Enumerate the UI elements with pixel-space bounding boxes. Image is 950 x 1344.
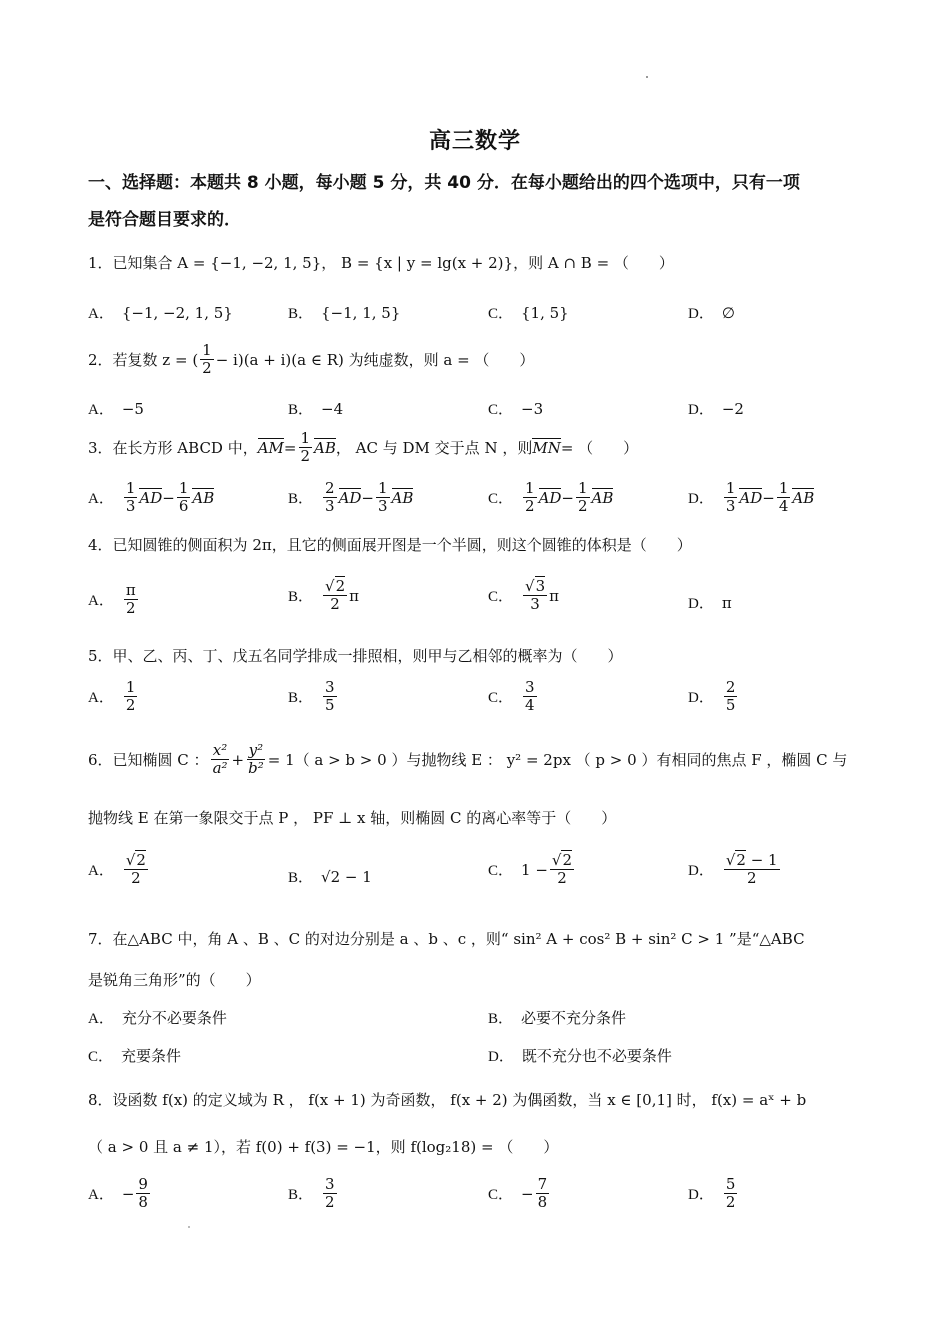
q2-option-d: D． −2 <box>688 399 744 418</box>
question-5: 5．甲、乙、丙、丁、戊五名同学排成一排照相，则甲与乙相邻的概率为（ ） <box>88 647 623 665</box>
bottom-dot <box>188 1226 190 1228</box>
section-heading-cont: 是符合题目要求的． <box>88 210 241 230</box>
q7-option-b: B． 必要不充分条件 <box>488 1009 627 1027</box>
q5-option-a: A． $\frac{1}{2}$ <box>88 678 136 714</box>
q7-option-d: D． 既不充分也不必要条件 <box>488 1047 672 1065</box>
question-7-line2: 是锐角三角形”的（ ） <box>88 971 261 989</box>
q4-option-a: A． $\frac{\pi}{2}$ <box>88 581 136 617</box>
question-2: 2．若复数 z = ( $\frac{1}{2}$ − i)(a + i)(a ∈ R) 为纯虚数，则 a = （ ） <box>88 341 535 377</box>
q2-option-b: B． −4 <box>288 399 344 418</box>
q6-option-d: D． $\frac{√2 - 1}{2}$ <box>688 851 778 887</box>
q2-option-c: C． −3 <box>488 399 544 418</box>
q8-option-c: C． − $\frac{7}{8}$ <box>488 1175 548 1211</box>
q5-option-d: D． $\frac{2}{5}$ <box>688 678 736 714</box>
page-title: 高三数学 <box>428 129 521 154</box>
q8-option-a: A． − $\frac{9}{8}$ <box>88 1175 148 1211</box>
q4-option-c: C． $\frac{√3}{3}$ π <box>488 577 559 613</box>
q2-fraction: $\frac{1}{2}$ <box>202 341 212 377</box>
question-1: 1．已知集合 A = {−1, −2, 1, 5}， B = {x | y = lg(x + 2)}，则 A ∩ B = （ ） <box>88 254 674 272</box>
q6-option-c: C． 1 − $\frac{√2}{2}$ <box>488 851 573 887</box>
q6-option-b: B． √2 − 1 <box>288 867 372 886</box>
question-8: 8．设函数 f(x) 的定义域为 R ， f(x + 1) 为奇函数， f(x + 2) 为偶函数，当 x ∈ [0,1] 时， f(x) = aˣ + b <box>88 1091 807 1109</box>
q7-option-a: A． 充分不必要条件 <box>88 1009 227 1027</box>
q1-option-a: A． {−1, −2, 1, 5} <box>88 303 233 322</box>
q3-option-c: C． $\frac{1}{2}$ AD − $\frac{1}{2}$ AB <box>488 479 614 515</box>
q5-option-c: C． $\frac{3}{4}$ <box>488 678 535 714</box>
q1-option-c: C． {1, 5} <box>488 303 569 322</box>
q4-option-b: B． $\frac{√2}{2}$ π <box>288 577 359 613</box>
top-dot <box>646 76 648 78</box>
question-4: 4．已知圆锥的侧面积为 2π，且它的侧面展开图是一个半圆，则这个圆锥的体积是（ ） <box>88 536 692 554</box>
q4-option-d: D． π <box>688 593 732 612</box>
q3-option-b: B． $\frac{2}{3}$ AD − $\frac{1}{3}$ AB <box>288 479 414 515</box>
q3-option-a: A． $\frac{1}{3}$ AD − $\frac{1}{6}$ AB <box>88 479 215 515</box>
question-6: 6．已知椭圆 C ： $\frac{\text{x²}}{\text{a²}}$ + $\frac{\text{y²}}{\text{b²}}$ = 1（ a > b > 0 ）与抛物线 E ： y² = 2px （ p > 0 ）有相同的焦点 F ，椭圆 C 与 <box>88 741 848 777</box>
q8-option-d: D． $\frac{5}{2}$ <box>688 1175 736 1211</box>
q1-option-b: B． {−1, 1, 5} <box>288 303 401 322</box>
q5-option-b: B． $\frac{3}{5}$ <box>288 678 335 714</box>
q6-option-a: A． $\frac{√2}{2}$ <box>88 851 146 887</box>
q2-option-a: A． −5 <box>88 399 144 418</box>
section-heading: 一、选择题：本题共 8 小题，每小题 5 分，共 40 分．在每小题给出的四个选项中，只有一项 <box>88 173 800 193</box>
q1-option-d: D． ∅ <box>688 303 735 322</box>
q8-option-b: B． $\frac{3}{2}$ <box>288 1175 335 1211</box>
question-6-line2: 抛物线 E 在第一象限交于点 P ， PF ⊥ x 轴，则椭圆 C 的离心率等于（ ） <box>88 809 617 827</box>
question-8-line2: （ a > 0 且 a ≠ 1），若 f(0) + f(3) = −1，则 f(log₂18) = （ ） <box>88 1138 559 1156</box>
q7-option-c: C． 充要条件 <box>88 1047 182 1065</box>
question-3: 3．在长方形 ABCD 中， AM = $\frac{1}{2}$ AB ， AC 与 DM 交于点 N ，则 MN = （ ） <box>88 429 639 465</box>
question-7: 7．在△ABC 中，角 A 、B 、C 的对边分别是 a 、b 、c ，则“ sin² A + cos² B + sin² C > 1 ”是“△ABC <box>88 930 805 948</box>
q3-option-d: D． $\frac{1}{3}$ AD − $\frac{1}{4}$ AB <box>688 479 815 515</box>
